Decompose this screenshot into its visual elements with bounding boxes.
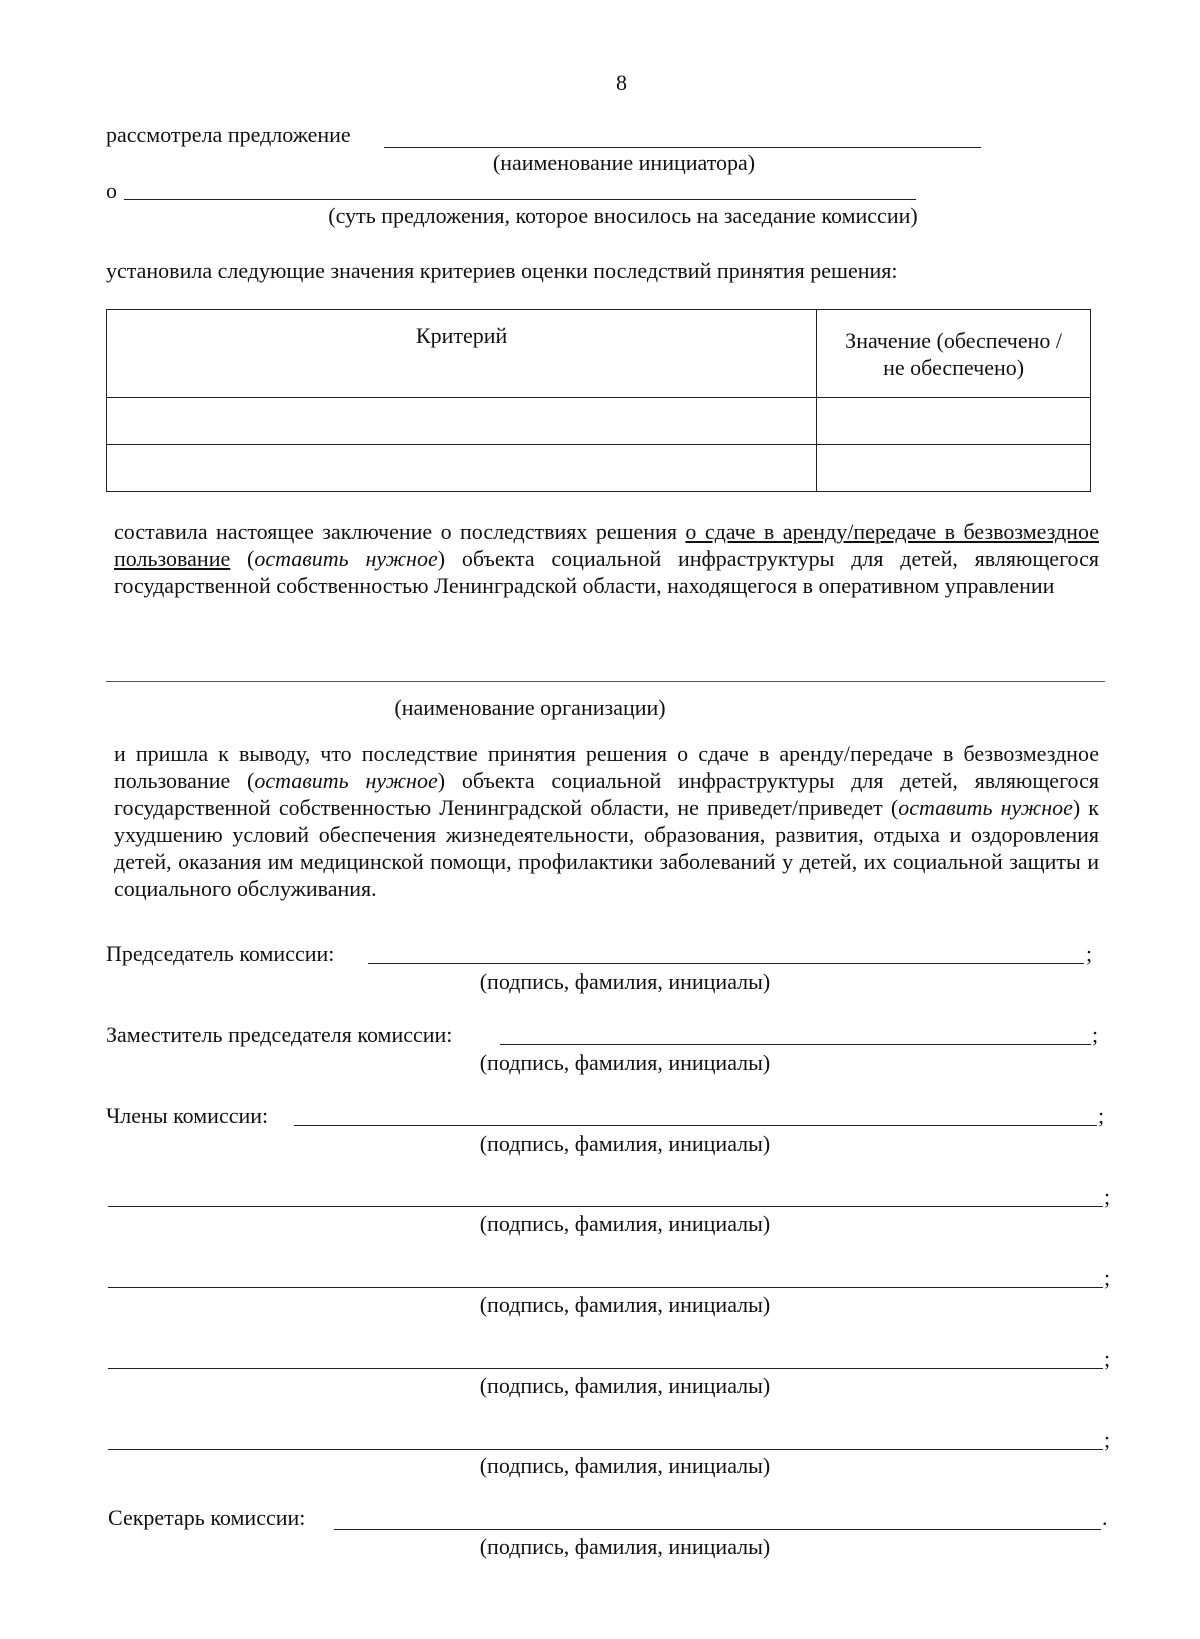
organization-line[interactable] xyxy=(106,681,1105,682)
criterion-cell[interactable] xyxy=(107,398,817,445)
value-header-line2: не обеспечено) xyxy=(883,354,1025,380)
member-caption-4: (подпись, фамилия, инициалы) xyxy=(479,1373,771,1398)
member-signature-line-2[interactable] xyxy=(108,1206,1103,1207)
conclusion-text-2: ( xyxy=(230,546,255,571)
verdict-paragraph xyxy=(114,740,1099,902)
criteria-header-value xyxy=(817,310,1091,398)
member-signature-line-5[interactable] xyxy=(108,1449,1103,1450)
table-row xyxy=(107,445,1091,492)
member-semicolon-1: ; xyxy=(1098,1103,1105,1128)
verdict-italic-2: оставить нужное xyxy=(898,795,1073,820)
member-semicolon-5: ; xyxy=(1104,1427,1111,1452)
organization-caption: (наименование организации) xyxy=(394,695,666,720)
deputy-signature-line[interactable] xyxy=(500,1044,1091,1045)
conclusion-italic: оставить нужное xyxy=(254,546,438,571)
value-header-line1: Значение (обеспечено / xyxy=(845,327,1063,353)
deputy-semicolon: ; xyxy=(1092,1022,1099,1047)
chairman-label: Председатель комиссии: xyxy=(106,941,335,966)
about-label: о xyxy=(106,178,117,203)
initiator-line[interactable] xyxy=(384,147,981,148)
member-caption-2: (подпись, фамилия, инициалы) xyxy=(479,1211,771,1236)
conclusion-underlined: о сдаче в аренду/передаче в безвозмездное пользование xyxy=(114,519,1099,571)
member-signature-line-3[interactable] xyxy=(108,1287,1103,1288)
deputy-label: Заместитель председателя комиссии: xyxy=(106,1022,453,1047)
criteria-table xyxy=(106,309,1091,492)
deputy-caption: (подпись, фамилия, инициалы) xyxy=(479,1050,771,1075)
secretary-period: . xyxy=(1102,1505,1108,1530)
members-label: Члены комиссии: xyxy=(106,1103,269,1128)
page-number: 8 xyxy=(616,70,627,95)
chairman-signature-line[interactable] xyxy=(368,963,1084,964)
conclusion-paragraph xyxy=(114,518,1099,599)
verdict-text-2: ) объекта социальной инфраструктуры для детей, являющегося государственной собственностью Ленинградской области, не приведет/приведет ( xyxy=(114,768,1099,820)
member-semicolon-2: ; xyxy=(1104,1184,1111,1209)
secretary-label: Секретарь комиссии: xyxy=(108,1505,306,1530)
secretary-caption: (подпись, фамилия, инициалы) xyxy=(479,1534,771,1559)
member-semicolon-4: ; xyxy=(1104,1346,1111,1371)
criteria-header-criterion xyxy=(107,310,817,398)
table-row xyxy=(107,398,1091,445)
verdict-text-1: и пришла к выводу, что последствие принятия решения о сдаче в аренду/передаче в безвозмездное пользование ( xyxy=(114,741,1099,793)
chairman-caption: (подпись, фамилия, инициалы) xyxy=(479,969,771,994)
member-caption-1: (подпись, фамилия, инициалы) xyxy=(479,1131,771,1156)
value-cell[interactable] xyxy=(817,398,1091,445)
member-caption-3: (подпись, фамилия, инициалы) xyxy=(479,1292,771,1317)
chairman-semicolon: ; xyxy=(1086,941,1093,966)
criterion-cell[interactable] xyxy=(107,445,817,492)
proposal-caption: (суть предложения, которое вносилось на заседание комиссии) xyxy=(328,203,918,228)
verdict-text-3: ) к ухудшению условий обеспечения жизнедеятельности, образования, развития, отдыха и оздоровления детей, оказания им медицинской помощи, профилактики заболеваний у детей, их социальной защиты и социального обслуживания. xyxy=(114,795,1099,901)
member-signature-line-1[interactable] xyxy=(294,1125,1097,1126)
member-caption-5: (подпись, фамилия, инициалы) xyxy=(479,1453,771,1478)
member-semicolon-3: ; xyxy=(1104,1265,1111,1290)
reviewed-label: рассмотрела предложение xyxy=(106,122,351,147)
member-signature-line-4[interactable] xyxy=(108,1368,1103,1369)
proposal-line[interactable] xyxy=(124,199,916,200)
conclusion-text-1: составила настоящее заключение о последствиях решения xyxy=(114,519,686,544)
value-cell[interactable] xyxy=(817,445,1091,492)
initiator-caption: (наименование инициатора) xyxy=(492,150,756,175)
criterion-header-text: Критерий xyxy=(415,323,508,348)
conclusion-text-3: ) объекта социальной инфраструктуры для детей, являющегося государственной собственностью Ленинградской области, находящегося в оперативном управлении xyxy=(114,546,1099,598)
criteria-header-row xyxy=(107,310,1091,398)
secretary-signature-line[interactable] xyxy=(334,1529,1101,1530)
verdict-italic-1: оставить нужное xyxy=(254,768,438,793)
criteria-intro: установила следующие значения критериев оценки последствий принятия решения: xyxy=(106,258,898,283)
